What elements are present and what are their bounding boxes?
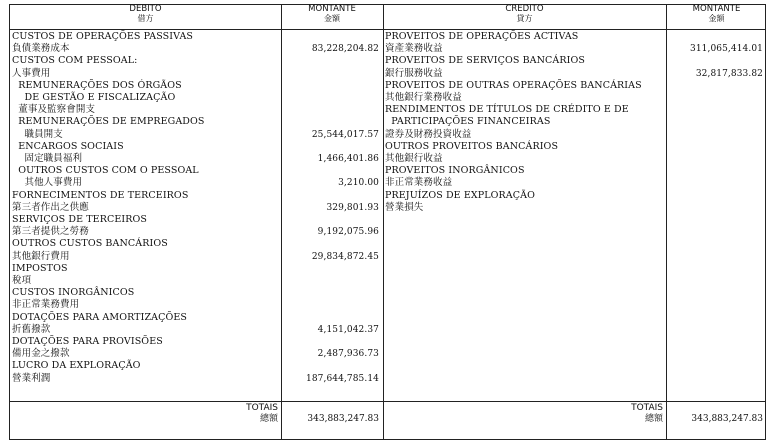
debit-total-value: 343,883,247.83 xyxy=(307,414,379,424)
row-label: 其他銀行收益 xyxy=(385,153,443,164)
row-label: 非正常業務費用 xyxy=(12,299,80,311)
row-label: PREJUÍZOS DE EXPLORAÇÃO xyxy=(385,189,535,201)
row-label: OUTROS PROVEITOS BANCÁRIOS xyxy=(385,140,559,152)
row-amount: 187,644,785.14 xyxy=(306,373,379,384)
profit-loss-statement xyxy=(9,4,766,440)
row-label: 折舊撥款 xyxy=(12,323,51,335)
column-divider xyxy=(666,5,667,439)
row-amount: 29,834,872.45 xyxy=(311,251,379,262)
debit-totals-sub: 總額 xyxy=(259,414,278,424)
row-label: 職員開支 xyxy=(12,128,63,140)
row-amount: 83,228,204.82 xyxy=(311,44,379,55)
row-label: SERVIÇOS DE TERCEIROS xyxy=(12,214,147,225)
row-label: 第三者作出之供應 xyxy=(12,201,89,213)
credit-totals-label xyxy=(595,403,663,425)
row-label: 銀行服務收益 xyxy=(385,67,443,79)
row-label: 證券及財務投資收益 xyxy=(385,128,472,140)
debit-header xyxy=(10,5,281,23)
montante2-subtitle: 金額 xyxy=(708,14,725,23)
row-label: OUTROS CUSTOS BANCÁRIOS xyxy=(12,238,168,250)
row-amount: 25,544,017.57 xyxy=(311,129,379,140)
row-label: 固定職員福利 xyxy=(12,153,83,164)
row-label: 營業利潤 xyxy=(12,372,51,384)
column-divider xyxy=(281,5,282,439)
row-label: RENDIMENTOS DE TÍTULOS DE CRÉDITO E DE xyxy=(385,104,629,116)
row-amount: 32,817,833.82 xyxy=(695,68,763,79)
row-label: CUSTOS INORGÂNICOS xyxy=(12,287,135,299)
row-label: 其他銀行費用 xyxy=(12,250,70,262)
row-amount: 3,210.00 xyxy=(338,178,379,189)
header-divider xyxy=(10,29,765,30)
row-label: 其他人事費用 xyxy=(12,177,83,189)
row-label: REMUNERAÇÕES DE EMPREGADOS xyxy=(12,116,205,128)
credit-total-value: 343,883,247.83 xyxy=(691,414,763,424)
debit-totals-text: TOTAIS xyxy=(246,403,278,413)
credit-amount-header xyxy=(666,5,767,23)
row-label: 董事及監察會開支 xyxy=(12,104,96,116)
row-label: PROVEITOS INORGÂNICOS xyxy=(385,165,525,177)
montante-subtitle: 金額 xyxy=(324,14,340,23)
column-divider xyxy=(383,5,384,439)
row-label: CUSTOS COM PESSOAL: xyxy=(12,55,138,67)
row-label: CUSTOS DE OPERAÇÕES PASSIVAS xyxy=(12,31,194,42)
totals-divider xyxy=(10,401,765,402)
row-amount: 9,192,075.96 xyxy=(317,227,379,238)
debit-totals-label xyxy=(210,403,278,425)
row-label: 非正常業務收益 xyxy=(385,177,453,189)
debit-subtitle: 借方 xyxy=(137,14,154,23)
montante-title: MONTANTE xyxy=(308,4,356,14)
credit-totals-text: TOTAIS xyxy=(631,403,663,413)
montante2-title: MONTANTE xyxy=(692,4,741,14)
row-label: DOTAÇÕES PARA AMORTIZAÇÕES xyxy=(12,311,188,323)
row-amount: 2,487,936.73 xyxy=(317,349,379,360)
row-amount: 311,065,414.01 xyxy=(690,44,763,55)
row-label: 稅項 xyxy=(12,275,32,286)
row-label: 人事費用 xyxy=(12,67,51,79)
row-label: 備用金之撥款 xyxy=(12,348,70,360)
credit-title: CREDITO xyxy=(505,4,544,14)
row-label: DE GESTÃO E FISCALIZAÇÃO xyxy=(12,92,176,103)
credit-subtitle: 貸方 xyxy=(516,14,533,23)
row-label: FORNECIMENTOS DE TERCEIROS xyxy=(12,189,189,201)
row-label: LUCRO DA EXPLORAÇÃO xyxy=(12,360,141,372)
row-label: 第三者提供之勞務 xyxy=(12,226,89,238)
debit-amount-header xyxy=(281,5,383,23)
row-label: 營業損失 xyxy=(385,201,424,213)
row-label: 其他銀行業務收益 xyxy=(385,92,462,103)
row-amount: 1,466,401.86 xyxy=(317,154,379,164)
credit-header xyxy=(383,5,666,23)
row-amount: 4,151,042.37 xyxy=(317,324,379,335)
row-amount: 329,801.93 xyxy=(326,202,379,213)
row-label: PROVEITOS DE OUTRAS OPERAÇÕES BANCÁRIAS xyxy=(385,79,642,91)
debit-title: DEBITO xyxy=(129,4,162,14)
row-label: 資產業務收益 xyxy=(385,43,443,55)
row-label: REMUNERAÇÕES DOS ÓRGÃOS xyxy=(12,79,182,91)
row-label: OUTROS CUSTOS COM O PESSOAL xyxy=(12,165,199,177)
credit-totals-sub: 總額 xyxy=(644,414,663,424)
row-label: PROVEITOS DE SERVIÇOS BANCÁRIOS xyxy=(385,55,585,67)
row-label: ENCARGOS SOCIAIS xyxy=(12,140,124,152)
row-label: DOTAÇÕES PARA PROVISÕES xyxy=(12,336,163,347)
row-label: IMPOSTOS xyxy=(12,262,68,274)
row-label: PARTICIPAÇÕES FINANCEIRAS xyxy=(385,116,551,128)
row-label: 負債業務成本 xyxy=(12,43,70,55)
row-label: PROVEITOS DE OPERAÇÕES ACTIVAS xyxy=(385,31,579,42)
